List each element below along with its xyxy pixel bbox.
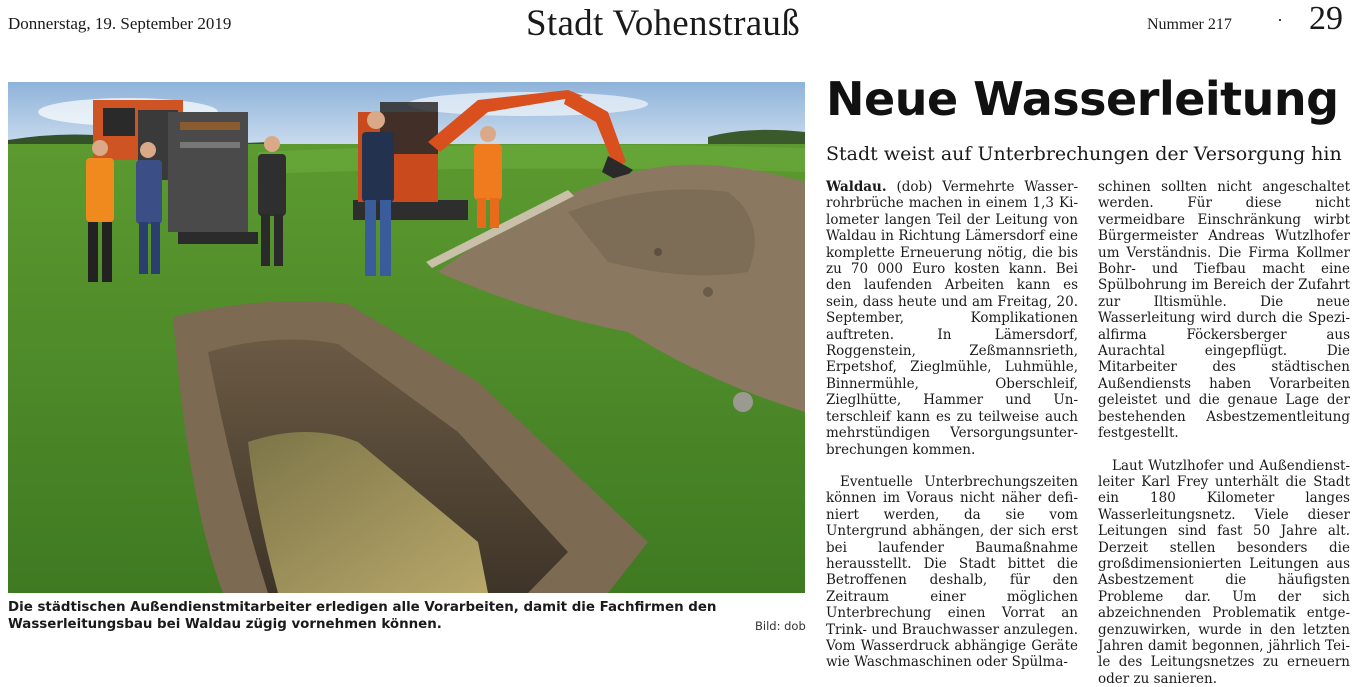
photo-caption: Die städtischen Außendienstmitarbeiter erledigen alle Vorarbeiten, damit die Fachfirmen den Wasserleitungsbau bei Waldau zügig vornehmen können. [8, 599, 808, 633]
article-headline: Neue Wasserleitung [826, 72, 1339, 126]
section-title: Stadt Vohenstrauß [526, 2, 800, 45]
paragraph-1-text: (dob) Vermehrte Wasserrohrbrüche machen in einem 1,3 Kilometer langen Teil der Leitung von Waldau in Richtung Lämersdorf eine komplette Erneuerung nötig, die bis zu 70 000 Euro kosten kann. Bei den laufenden Arbeiten kann es sein, dass heute und am Freitag, 20. September, Komplikationen auftreten. In Lämersdorf, Roggenstein, Zeßmannsrieth, Erpetshof, Zieglmühle, Luhmühle, Binnermühle, Oberschleif, Zieglhütte, Hammer und Unterschleif kann es zu teilweise auch mehrstündigen Versorgungsunterbrechungen kommen. [826, 179, 1078, 458]
issue-date: Donnerstag, 19. September 2019 [8, 14, 231, 34]
article-paragraph-1 [826, 179, 1078, 458]
article-paragraph-2: Eventuelle Unterbrechungszeiten können im Voraus nicht näher definiert werden, da sie vom Untergrund abhängen, der sich erst bei laufender Baumaßnahme herausstellt. Die Stadt bittet die Betroffenen deshalb, für den Zeitraum einer möglichen Unterbrechung einen Vorrat an Trink- und Brauchwasser anzulegen. Vom Wasserdruck abhängige Geräte wie Waschmaschinen oder Spülma- [826, 474, 1078, 671]
photo-credit: Bild: dob [755, 619, 806, 633]
header-separator: · [1277, 10, 1283, 31]
article-column-2 [1098, 179, 1350, 687]
construction-site-illustration [8, 82, 805, 593]
dateline: Waldau. [826, 179, 887, 195]
article-paragraph-2-continued: schinen sollten nicht angeschaltet werden. Für diese nicht vermeidbare Einschränkung wirbt Bürgermeister Andreas Wutzlhofer um Verständnis. Die Firma Kollmer Bohr- und Tiefbau macht eine Spülbohrung im Bereich der Zufahrt zur Iltismühle. Die neue Wasserleitung wird durch die Spezialfirma Föckersberger aus Aurachtal eingepflügt. Die Mitarbeiter des städtischen Außendiensts haben Vorarbeiten geleistet und die genaue Lage der bestehenden Asbestzementleitung festgestellt. [1098, 179, 1350, 442]
issue-number: Nummer 217 [1147, 16, 1232, 34]
article-column-1 [826, 179, 1078, 671]
article-photo [8, 82, 805, 593]
article-paragraph-3: Laut Wutzlhofer und Außendienstleiter Karl Frey unterhält die Stadt ein 180 Kilometer langes Wasserleitungsnetz. Viele dieser Leitungen sind fast 50 Jahre alt. Derzeit stellen besonders die großdimensionierten Leitungen aus Asbestzement die häufigsten Probleme dar. Um der sich abzeichnenden Problematik entgegenzuwirken, wurde in den letzten Jahren damit begonnen, jährlich Teile des Leitungsnetzes zu erneuern oder zu sanieren. [1098, 458, 1350, 687]
page-number: 29 [1309, 0, 1343, 38]
article-subheadline: Stadt weist auf Unterbrechungen der Versorgung hin [826, 143, 1342, 165]
